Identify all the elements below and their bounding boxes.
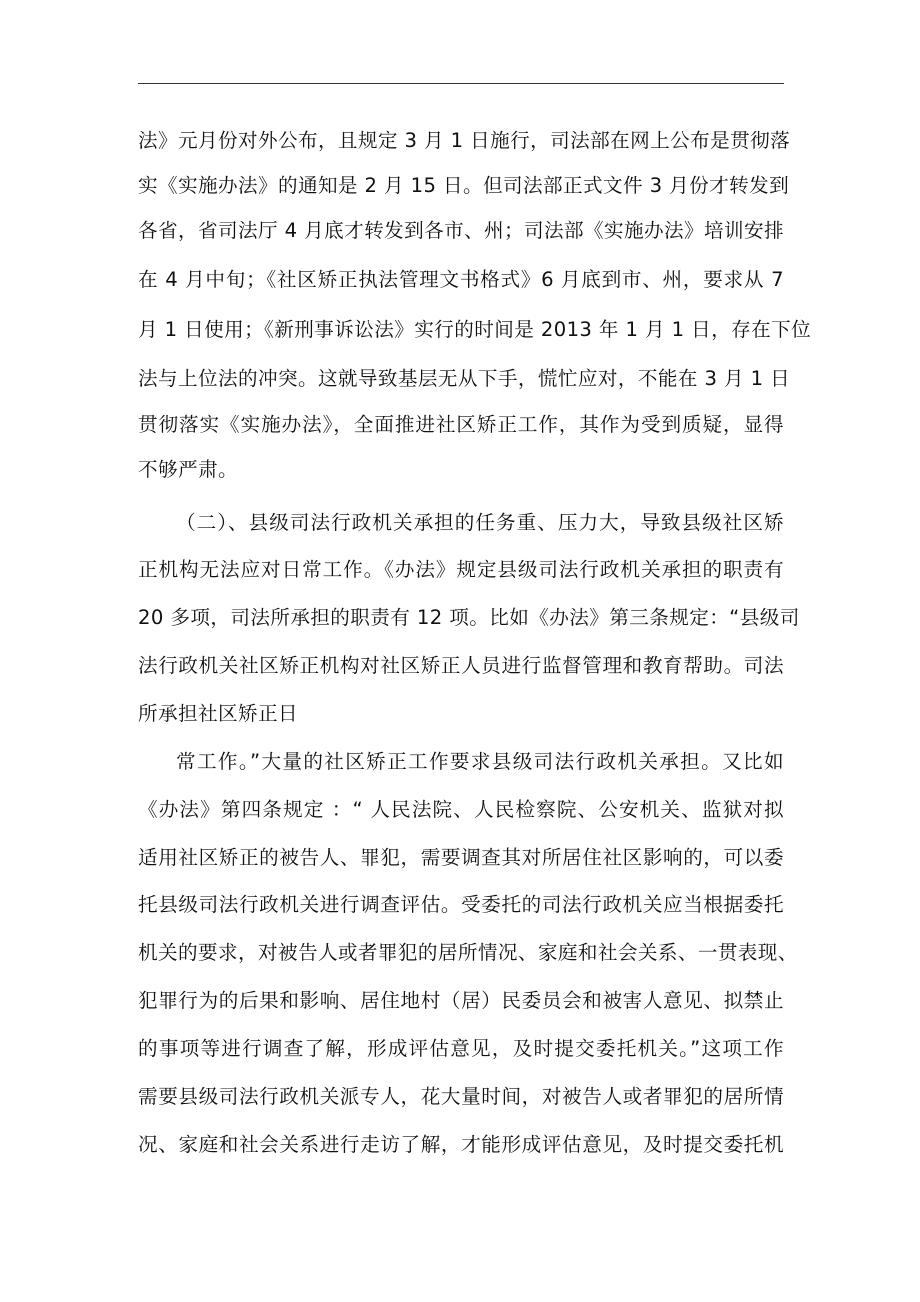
text-line: 犯罪行为的后果和影响、居住地村（居）民委员会和被害人意见、拟禁止 [138,989,784,1012]
text-line: 机关的要求，对被告人或者罪犯的居所情况、家庭和社会关系、一贯表现、 [138,941,798,964]
text-line: 所承担社区矫正日 [138,702,298,725]
text-line: 况、家庭和社会关系进行走访了解，才能形成评估意见，及时提交委托机 [138,1133,784,1156]
text-line: 在 4 月中旬；《社区矫正执法管理文书格式》6 月底到市、州，要求从 7 [138,268,784,291]
text-line: 实《实施办法》的通知是 2 月 15 日。但司法部正式文件 3 月份才转发到 [138,174,790,197]
text-line: 正机构无法应对日常工作。《办法》规定县级司法行政机关承担的职责有 [138,558,784,581]
text-line: 《办法》第四条规定 ：“ 人民法院、人民检察院、公安机关、监狱对拟 [138,798,784,821]
text-line: 法》元月份对外公布，且规定 3 月 1 日施行，司法部在网上公布是贯彻落 [138,129,791,152]
text-line: 法行政机关社区矫正机构对社区矫正人员进行监督管理和教育帮助。司法 [138,654,784,677]
text-line: 适用社区矫正的被告人、罪犯，需要调查其对所居住社区影响的，可以委 [138,846,784,869]
text-line: 贯彻落实《实施办法》，全面推进社区矫正工作，其作为受到质疑，显得 [138,413,784,436]
text-line: 需要县级司法行政机关派专人，花大量时间，对被告人或者罪犯的居所情 [138,1085,784,1108]
text-line: 不够严肃。 [138,458,238,481]
text-line: 法与上位法的冲突。这就导致基层无从下手，慌忙应对，不能在 3 月 1 日 [138,367,791,390]
text-line: 各省，省司法厅 4 月底才转发到各市、州；司法部《实施办法》培训安排 [138,219,784,242]
text-line: 常工作。”大量的社区矫正工作要求县级司法行政机关承担。又比如 [176,750,784,773]
text-line: 月 1 日使用；《新刑事诉讼法》实行的时间是 2013 年 1 月 1 日，存在下位 [138,318,812,341]
text-line: 的事项等进行调查了解，形成评估意见，及时提交委托机关。”这项工作 [138,1037,784,1060]
text-line: （二）、县级司法行政机关承担的任务重、压力大，导致县级社区矫 [176,511,784,534]
text-line: 20 多项，司法所承担的职责有 12 项。比如《办法》第三条规定：“县级司 [138,606,800,629]
text-line: 托县级司法行政机关进行调查评估。受委托的司法行政机关应当根据委托 [138,893,784,916]
header-rule [138,83,784,84]
